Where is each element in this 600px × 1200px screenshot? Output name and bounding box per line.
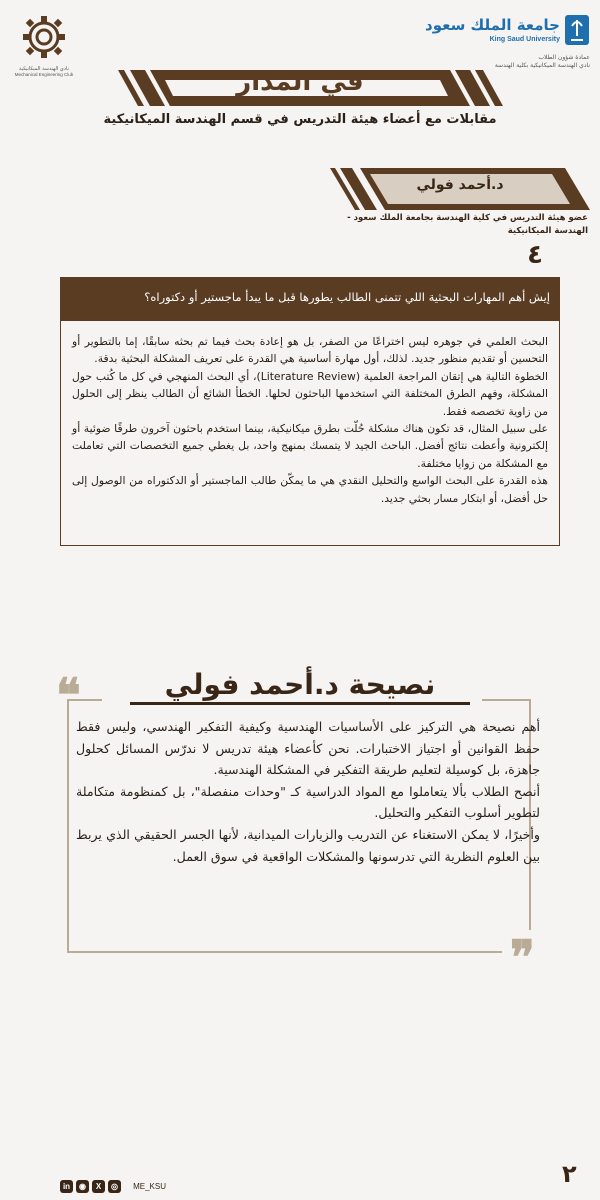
university-name-en: King Saud University bbox=[489, 36, 560, 43]
social-handle[interactable]: ME_KSU bbox=[133, 1182, 166, 1191]
gear-icon bbox=[21, 14, 67, 60]
deanship-line: عمادة شؤون الطلاب bbox=[538, 54, 590, 61]
advice-paragraph: وأخيرًا، لا يمكن الاستغناء عن التدريب والزيارات الميدانية، لأنها الجسر الحقيقي الذي يربط بين العلوم النظرية التي تدرسونها والمشكلات الواقعية في سوق العمل. bbox=[76, 826, 540, 864]
section-title: في المدار bbox=[236, 67, 364, 97]
professor-name: د.أحمد فولي bbox=[416, 177, 504, 193]
answer-text bbox=[72, 333, 548, 507]
advice-title-underline bbox=[130, 702, 470, 705]
club-name-en: Mechanical Engineering Club bbox=[14, 72, 74, 77]
page-number: ٢ bbox=[562, 1160, 577, 1188]
x-icon[interactable]: X bbox=[92, 1180, 105, 1193]
club-name-ar: نادي الهندسة الميكانيكية bbox=[19, 66, 69, 72]
page-subtitle: مقابلات مع أعضاء هيئة التدريس في قسم الهندسة الميكانيكية bbox=[103, 112, 497, 127]
question-text: إيش أهم المهارات البحثية اللي تتمنى الطالب يطورها قبل ما يبدأ ماجستير أو دكتوراه؟ bbox=[144, 290, 550, 304]
answer-paragraph: هذه القدرة على البحث الواسع والتحليل النقدي هي ما يمكّن طالب الماجستير أو الدكتوراه من الوصول إلى حل أفضل، أو ابتكار مسار بحثي جديد. bbox=[72, 474, 548, 505]
advice-title: نصيحة د.أحمد فولي bbox=[164, 668, 436, 701]
advice-paragraph: أهم نصيحة هي التركيز على الأساسيات الهندسية وكيفية التفكير الهندسي، وليس فقط حفظ القوانين أو اجتياز الاختبارات. نحن كأعضاء هيئة تدريس لا ندرّس المسائل كحلول جاهزة، بل كوسيلة لتعليم طريقة التفكير في المشكلة الهندسية. bbox=[76, 719, 540, 778]
instagram-icon[interactable]: ◎ bbox=[108, 1180, 121, 1193]
answer-paragraph: البحث العلمي في جوهره ليس اختراعًا من الصفر، بل هو إعادة بحث فيما تم بحثه سابقًا، إما بالتطوير أو التحسين أو تقديم منظور جديد. لذلك، أول مهارة أساسية هي القدرة على تعريف المشكلة البحثية بدقة. bbox=[72, 335, 548, 366]
university-name-ar: جامعة الملك سعود bbox=[425, 16, 560, 34]
question-number: ٤ bbox=[527, 240, 543, 270]
linkedin-icon[interactable]: in bbox=[60, 1180, 73, 1193]
advice-text bbox=[76, 716, 540, 867]
professor-title: عضو هيئة التدريس في كلية الهندسة بجامعة الملك سعود - الهندسة الميكانيكية bbox=[347, 213, 588, 236]
club-line: نادي الهندسة الميكانيكية بكلية الهندسة bbox=[494, 62, 590, 69]
advice-paragraph: أنصح الطلاب بألا يتعاملوا مع المواد الدراسية كـ "وحدات منفصلة"، بل كمنظومة متكاملة لتطوير أسلوب التفكير والتحليل. bbox=[76, 783, 540, 821]
ksu-emblem-icon bbox=[564, 14, 590, 48]
quote-open-icon: ❝ bbox=[56, 668, 81, 722]
quote-close-icon: ❞ bbox=[510, 930, 535, 984]
answer-paragraph: الخطوة التالية هي إتقان المراجعة العلمية (Literature Review)، أي البحث المنهجي في كل ما كُتب حول المشكلة، وفهم الطرق المختلفة التي استخدمها الباحثون لحلها. الخطأ الشائع أن الطالب ينظر إلى الحلول من زاوية تخصصه فقط. bbox=[72, 369, 549, 418]
answer-paragraph: على سبيل المثال، قد تكون هناك مشكلة حُلّت بطرق ميكانيكية، بينما استخدم باحثون آخرون طرقًا ضوئية أو إلكترونية وأعطت نتائج أفضل. الباحث الجيد لا يتمسك بمنهج واحد، بل يغطي جميع التخصصات التي تعاملت مع المشكلة من زوايا مختلفة. bbox=[72, 422, 548, 470]
social-links bbox=[60, 1176, 166, 1192]
snapchat-icon[interactable]: ◉ bbox=[76, 1180, 89, 1193]
